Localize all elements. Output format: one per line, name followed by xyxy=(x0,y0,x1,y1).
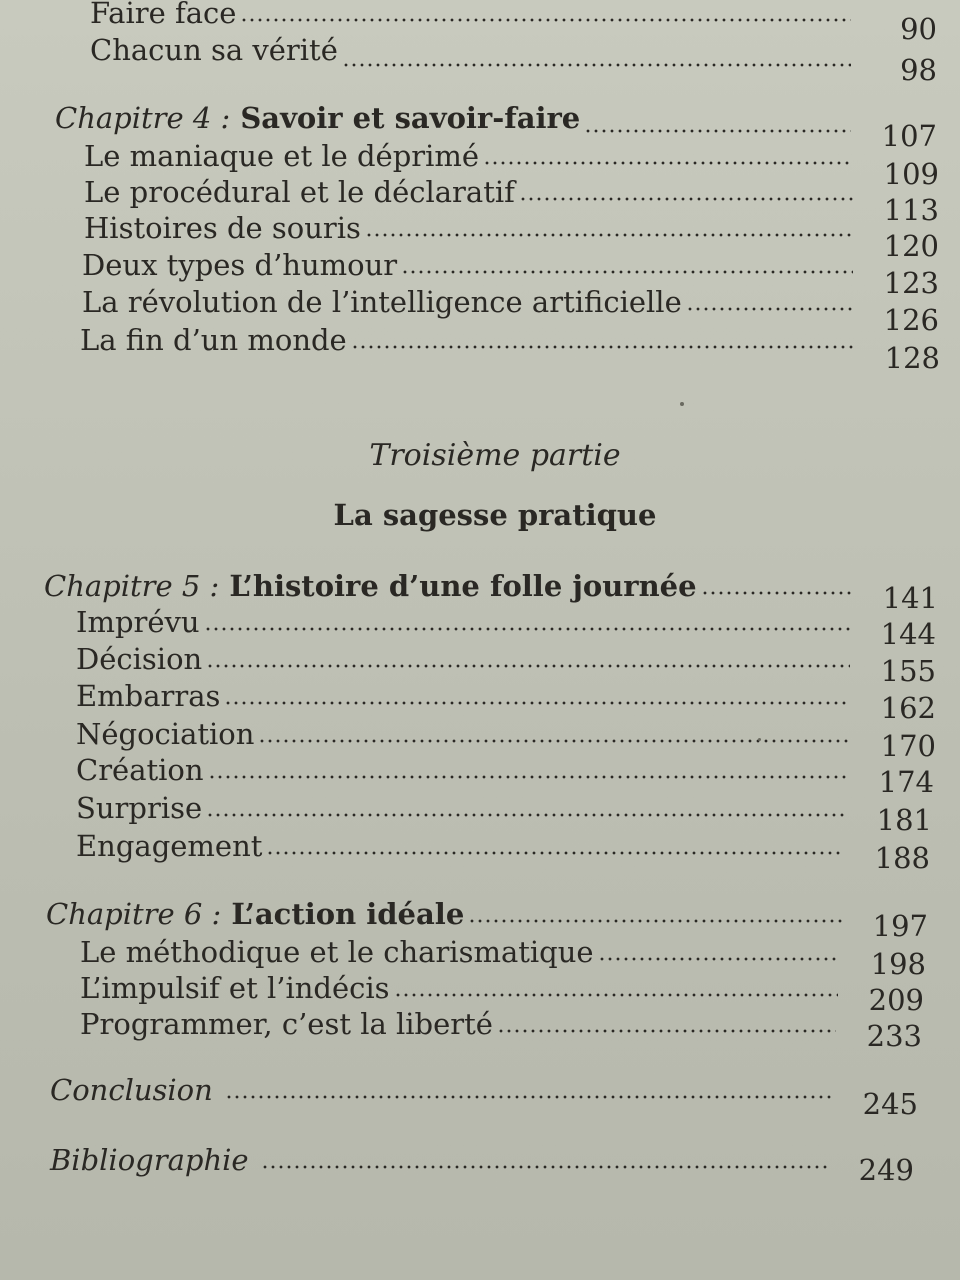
paper-speck xyxy=(758,738,761,741)
dot-leader xyxy=(598,956,840,962)
chapter-title: L’histoire d’une folle journée xyxy=(229,569,697,603)
dot-leader xyxy=(240,17,851,23)
toc-entry xyxy=(90,0,937,46)
toc-entry-page: 162 xyxy=(880,691,936,725)
dot-leader xyxy=(401,269,853,275)
toc-entry-page: 249 xyxy=(858,1153,914,1187)
toc-entry-page: 209 xyxy=(868,983,924,1017)
chapter-prefix: Chapitre 5 : xyxy=(44,569,220,603)
toc-entry-label: Le procédural et le déclaratif xyxy=(84,175,515,209)
dot-leader xyxy=(261,1164,828,1170)
toc-entry-page: 144 xyxy=(880,617,936,651)
toc-entry-bibliographie xyxy=(50,1142,914,1187)
toc-entry xyxy=(90,32,937,87)
chapter-heading xyxy=(55,100,937,153)
toc-entry-label: Surprise xyxy=(76,791,203,825)
toc-entry-page: 188 xyxy=(874,841,930,875)
chapter-page: 197 xyxy=(872,909,928,943)
toc-entry-label: Le méthodique et le charismatique xyxy=(80,935,594,969)
toc-entry-page: 113 xyxy=(883,193,939,227)
toc-entry-page: 233 xyxy=(866,1019,922,1053)
dot-leader xyxy=(258,738,850,744)
toc-entry xyxy=(84,138,939,191)
toc-entry-page: 170 xyxy=(880,729,936,763)
dot-leader xyxy=(351,344,854,350)
toc-entry-label: Décision xyxy=(76,642,203,676)
chapter-heading xyxy=(44,568,938,615)
toc-entry-label: Programmer, c’est la liberté xyxy=(80,1007,493,1041)
toc-entry xyxy=(82,247,939,300)
toc-entry-page: 245 xyxy=(862,1087,918,1121)
toc-entry-label: La révolution de l’intelligence artificielle xyxy=(82,285,682,319)
toc-entry-page: 174 xyxy=(878,765,934,799)
toc-entry xyxy=(82,284,939,337)
chapter-page: 107 xyxy=(881,119,937,153)
toc-entry-page: 90 xyxy=(900,12,937,46)
toc-entry-page: 120 xyxy=(883,229,939,263)
toc-entry xyxy=(76,752,934,799)
dot-leader xyxy=(204,626,850,632)
dot-leader xyxy=(701,590,852,596)
chapter-title: L’action idéale xyxy=(231,897,465,931)
toc-entry-page: 109 xyxy=(883,157,939,191)
dot-leader xyxy=(208,774,848,780)
toc-entry-label: Embarras xyxy=(76,679,221,713)
toc-entry-page: 123 xyxy=(883,266,939,300)
toc-entry xyxy=(76,641,936,688)
dot-leader xyxy=(342,62,851,68)
dot-leader xyxy=(686,306,853,312)
chapter-page: 141 xyxy=(882,581,938,615)
toc-entry-page: 155 xyxy=(880,654,936,688)
toc-entry-label: Conclusion xyxy=(50,1073,213,1107)
toc-entry-label: Le maniaque et le déprimé xyxy=(84,139,480,173)
dot-leader xyxy=(206,812,846,818)
dot-leader xyxy=(224,700,850,706)
toc-entry-page: 98 xyxy=(900,53,937,87)
dot-leader xyxy=(483,160,853,166)
toc-entry-label: Négociation xyxy=(76,717,255,751)
toc-entry-label: Création xyxy=(76,753,204,787)
part-heading: Troisième partie xyxy=(369,438,621,473)
toc-entry-page: 128 xyxy=(884,341,940,375)
toc-entry-label: Bibliographie xyxy=(50,1143,249,1177)
dot-leader xyxy=(497,1028,836,1034)
dot-leader xyxy=(225,1094,832,1100)
dot-leader xyxy=(206,663,850,669)
dot-leader xyxy=(468,918,842,924)
toc-entry-label: La fin d’un monde xyxy=(80,323,347,357)
dot-leader xyxy=(584,128,851,134)
toc-entry-label: Chacun sa vérité xyxy=(90,33,338,67)
toc-entry-label: Imprévu xyxy=(76,605,200,639)
toc-entry-label: L’impulsif et l’indécis xyxy=(80,971,390,1005)
toc-entry-label: Faire face xyxy=(90,0,237,30)
dot-leader xyxy=(519,196,853,202)
toc-entry xyxy=(80,322,940,375)
toc-entry xyxy=(76,790,932,837)
toc-entry-label: Deux types d’humour xyxy=(82,248,398,282)
toc-entry-label: Histoires de souris xyxy=(84,211,361,245)
toc-entry-page: 181 xyxy=(876,803,932,837)
dot-leader xyxy=(266,850,844,856)
chapter-prefix: Chapitre 4 : xyxy=(55,101,231,135)
toc-entry-page: 198 xyxy=(870,947,926,981)
toc-entry-conclusion xyxy=(50,1072,918,1121)
chapter-heading xyxy=(46,896,928,943)
dot-leader xyxy=(365,232,853,238)
dot-leader xyxy=(394,992,838,998)
toc-entry xyxy=(76,716,936,763)
paper-speck xyxy=(680,402,684,406)
toc-entry xyxy=(80,1006,922,1053)
chapter-prefix: Chapitre 6 : xyxy=(46,897,222,931)
part-title: La sagesse pratique xyxy=(333,498,657,532)
toc-entry xyxy=(76,828,930,875)
toc-entry xyxy=(80,934,926,981)
toc-entry xyxy=(76,678,936,725)
toc-entry-label: Engagement xyxy=(76,829,263,863)
toc-entry xyxy=(80,970,924,1017)
toc-entry xyxy=(76,604,936,651)
chapter-title: Savoir et savoir-faire xyxy=(240,101,581,135)
toc-entry-page: 126 xyxy=(883,303,939,337)
